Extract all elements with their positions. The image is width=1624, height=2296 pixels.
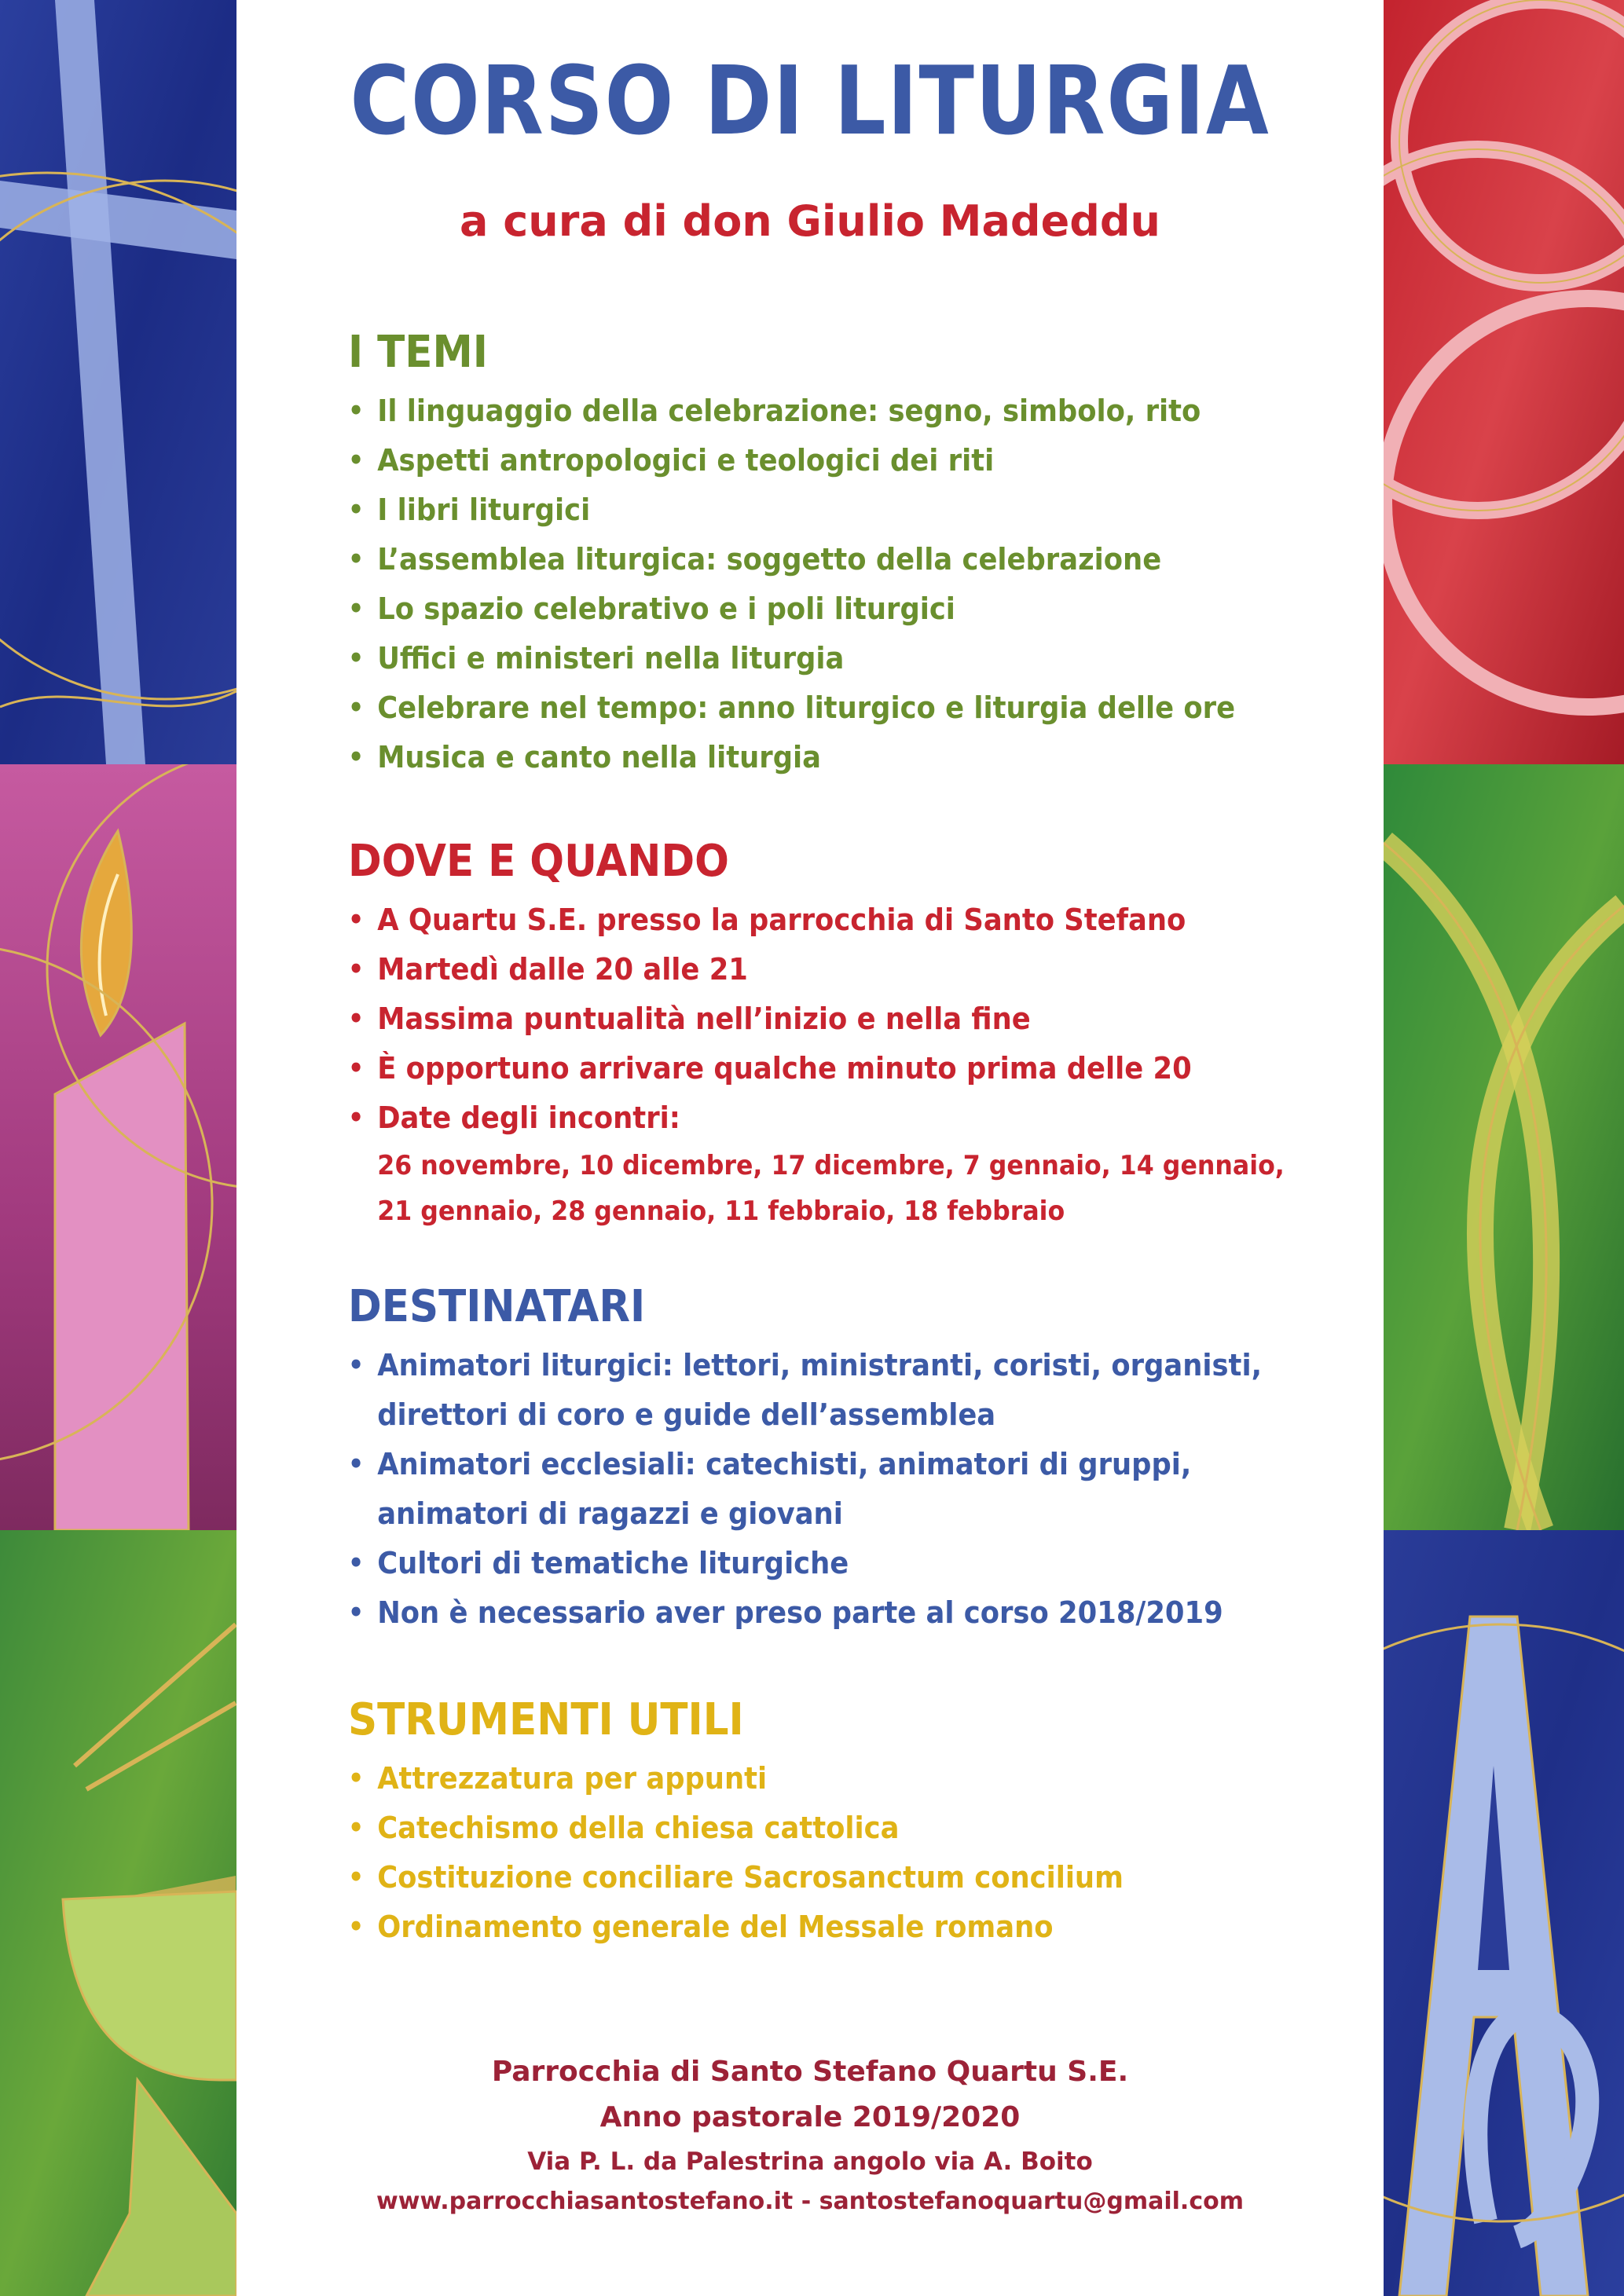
green-chalice-panel xyxy=(0,1530,236,2296)
list-item: • Non è necessario aver preso parte al corso 2018/2019 xyxy=(348,1588,1283,1638)
list-item: • Celebrare nel tempo: anno liturgico e liturgia delle ore xyxy=(348,683,1283,733)
section-heading: STRUMENTI UTILI xyxy=(348,1694,744,1745)
list-item: • Cultori di tematiche liturgiche xyxy=(348,1539,1283,1588)
list-item: • L’assemblea liturgica: soggetto della celebrazione xyxy=(348,535,1283,584)
footer-pastoral-year: Anno pastorale 2019/2020 xyxy=(599,2101,1021,2133)
blue-alpha-omega-panel xyxy=(1384,1530,1624,2296)
list-item: • Attrezzatura per appunti xyxy=(348,1754,1283,1803)
strumenti-list xyxy=(348,1754,1354,1952)
list-item: • Catechismo della chiesa cattolica xyxy=(348,1803,1283,1853)
list-item: • Aspetti antropologici e teologici dei riti xyxy=(348,436,1283,485)
list-item: • Costituzione conciliare Sacrosanctum concilium xyxy=(348,1853,1283,1902)
section-heading: DOVE E QUANDO xyxy=(348,836,729,887)
list-item: • È opportuno arrivare qualche minuto prima delle 20 xyxy=(348,1044,1283,1093)
page-title: CORSO DI LITURGIA xyxy=(350,47,1270,156)
dove-list xyxy=(348,895,1354,1234)
footer-parish: Parrocchia di Santo Stefano Quartu S.E. xyxy=(491,2056,1129,2088)
subtitle: a cura di don Giulio Madeddu xyxy=(460,196,1160,246)
temi-list xyxy=(348,386,1354,782)
list-item: • Il linguaggio della celebrazione: segno, simbolo, rito xyxy=(348,386,1283,436)
dates-line: 26 novembre, 10 dicembre, 17 dicembre, 7 gennaio, 14 gennaio, xyxy=(377,1149,1285,1181)
section-heading: I TEMI xyxy=(348,327,488,378)
green-fish-panel xyxy=(1384,764,1624,1530)
destinatari-list xyxy=(348,1341,1354,1638)
poster-content xyxy=(236,0,1384,2296)
pink-candle-panel xyxy=(0,764,236,1530)
list-item: • Animatori ecclesiali: catechisti, animatori di gruppi, xyxy=(348,1440,1283,1489)
list-item: • A Quartu S.E. presso la parrocchia di Santo Stefano xyxy=(348,895,1283,945)
blue-cross-panel xyxy=(0,0,236,764)
section-heading: DESTINATARI xyxy=(348,1281,646,1332)
list-item: • Massima puntualità nell’inizio e nella fine xyxy=(348,994,1283,1044)
list-item: • Date degli incontri: xyxy=(348,1093,1283,1143)
list-item-continuation: direttori di coro e guide dell’assemblea xyxy=(377,1397,996,1432)
list-item: • I libri liturgici xyxy=(348,485,1283,535)
section-strumenti-utili xyxy=(348,1696,1354,1952)
section-dove-e-quando xyxy=(348,837,1354,1234)
section-temi xyxy=(348,328,1354,782)
section-destinatari xyxy=(348,1283,1354,1638)
list-item-continuation: animatori di ragazzi e giovani xyxy=(377,1496,843,1531)
list-item: • Musica e canto nella liturgia xyxy=(348,733,1283,782)
red-circles-panel xyxy=(1384,0,1624,764)
list-item: • Martedì dalle 20 alle 21 xyxy=(348,945,1283,994)
footer-address: Via P. L. da Palestrina angolo via A. Boito xyxy=(527,2148,1093,2176)
footer-contacts: www.parrocchiasantostefano.it - santostefanoquartu@gmail.com xyxy=(376,2188,1244,2215)
list-item: • Lo spazio celebrativo e i poli liturgici xyxy=(348,584,1283,634)
list-item: • Uffici e ministeri nella liturgia xyxy=(348,634,1283,683)
list-item: • Ordinamento generale del Messale romano xyxy=(348,1902,1283,1952)
dates-line: 21 gennaio, 28 gennaio, 11 febbraio, 18 febbraio xyxy=(377,1195,1065,1227)
list-item: • Animatori liturgici: lettori, ministranti, coristi, organisti, xyxy=(348,1341,1283,1390)
